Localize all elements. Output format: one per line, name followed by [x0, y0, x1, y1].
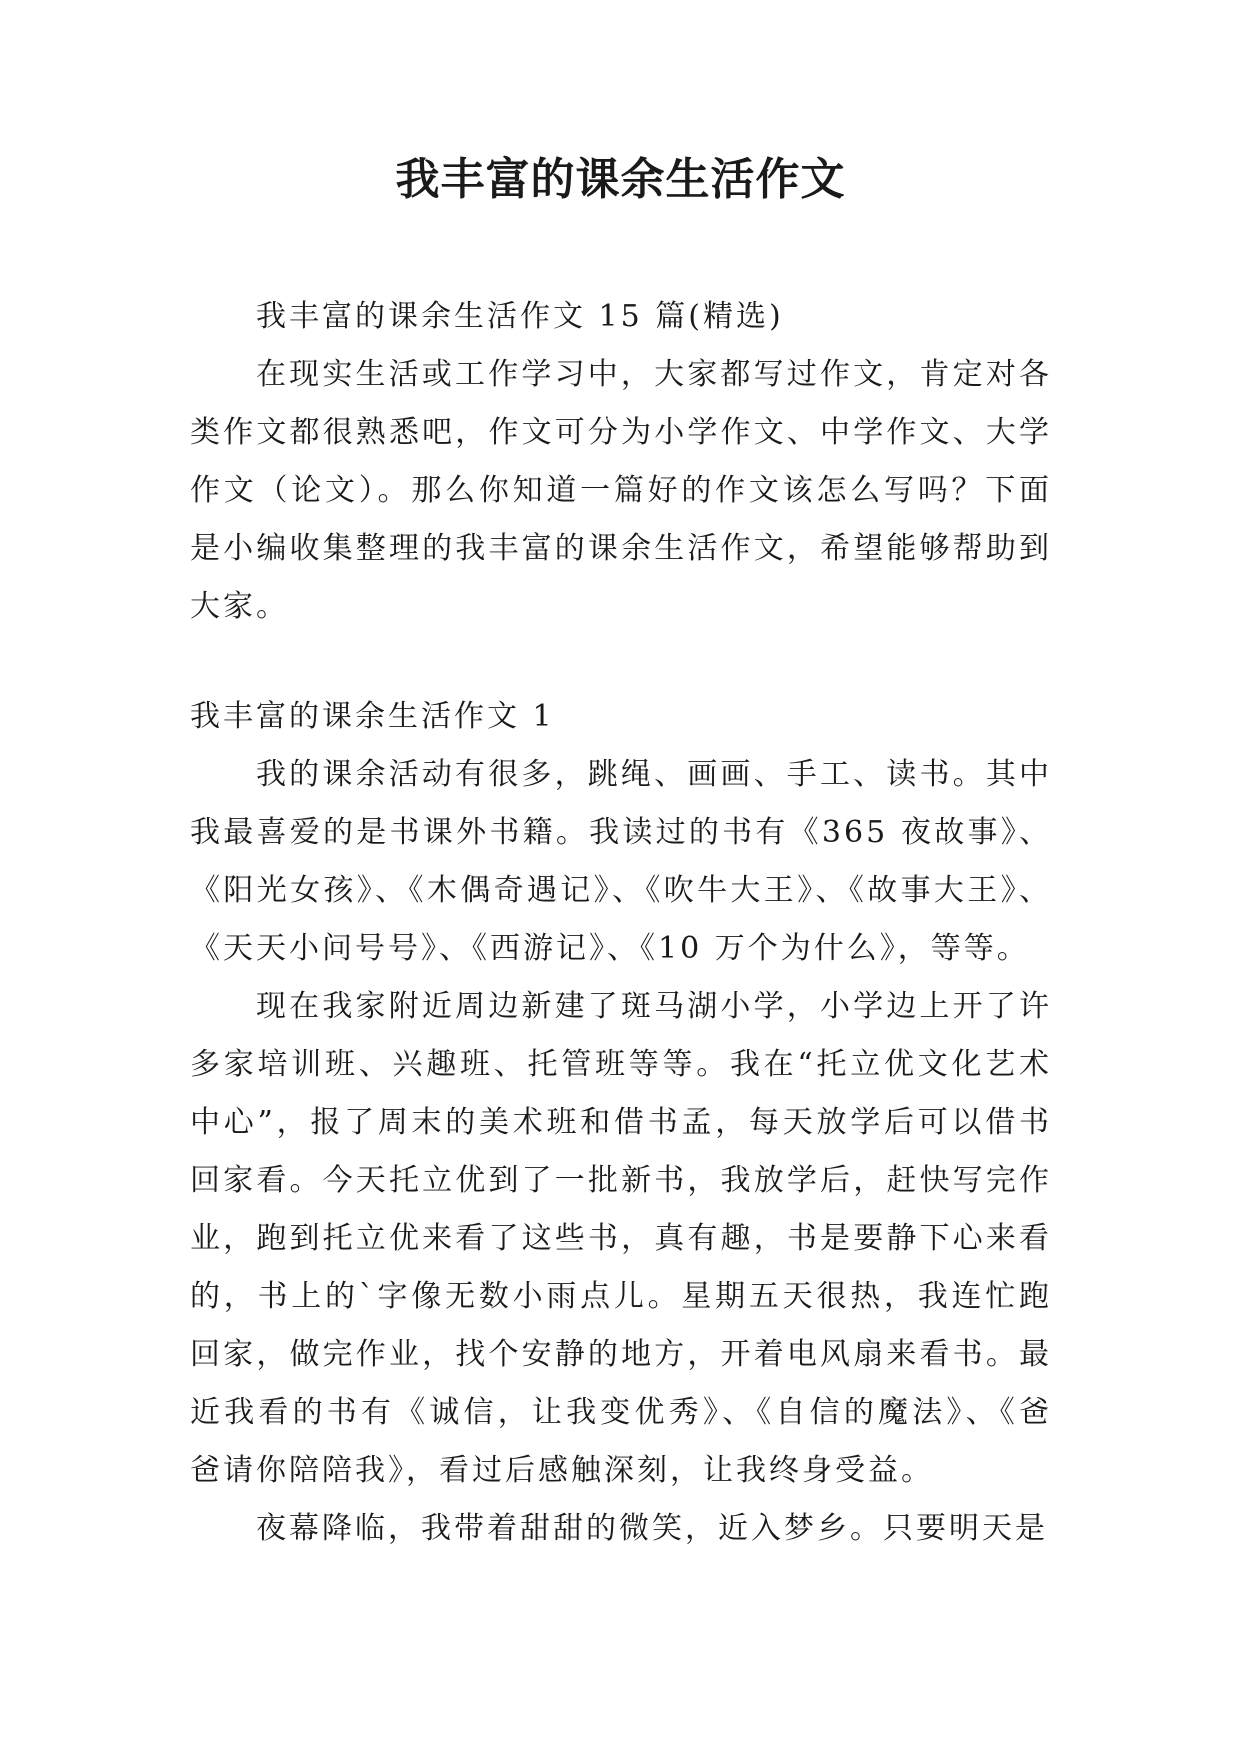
- body-paragraph: 夜幕降临，我带着甜甜的微笑，近入梦乡。只要明天是: [256, 1511, 1048, 1546]
- document-body: [190, 288, 1052, 1558]
- body-paragraph: 我的课余活动有很多，跳绳、画画、手工、读书。其中我最喜爱的是书课外书籍。我读过的书有《365 夜故事》、《阳光女孩》、《木偶奇遇记》、《吹牛大王》、《故事大王》、《天天小问号号》、《西游记》、《10 万个为什么》，等等。: [190, 757, 1052, 966]
- document-subtitle: 我丰富的课余生活作文 15 篇(精选): [256, 299, 784, 334]
- section-heading: 我丰富的课余生活作文 1: [190, 699, 555, 734]
- body-paragraph: 现在我家附近周边新建了斑马湖小学，小学边上开了许多家培训班、兴趣班、托管班等等。我在“托立优文化艺术中心”，报了周末的美术班和借书孟，每天放学后可以借书回家看。今天托立优到了一批新书，我放学后，赶快写完作业，跑到托立优来看了这些书，真有趣，书是要静下心来看的，书上的`字像无数小雨点儿。星期五天很热，我连忙跑回家，做完作业，找个安静的地方，开着电风扇来看书。最近我看的书有《诚信，让我变优秀》、《自信的魔法》、《爸爸请你陪陪我》，看过后感触深刻，让我终身受益。: [190, 989, 1052, 1488]
- intro-paragraph: 在现实生活或工作学习中，大家都写过作文，肯定对各类作文都很熟悉吧，作文可分为小学作文、中学作文、大学作文（论文）。那么你知道一篇好的作文该怎么写吗？下面是小编收集整理的我丰富的课余生活作文，希望能够帮助到大家。: [190, 357, 1052, 624]
- section-spacer: [190, 636, 1052, 688]
- document-title: 我丰富的课余生活作文: [395, 154, 846, 205]
